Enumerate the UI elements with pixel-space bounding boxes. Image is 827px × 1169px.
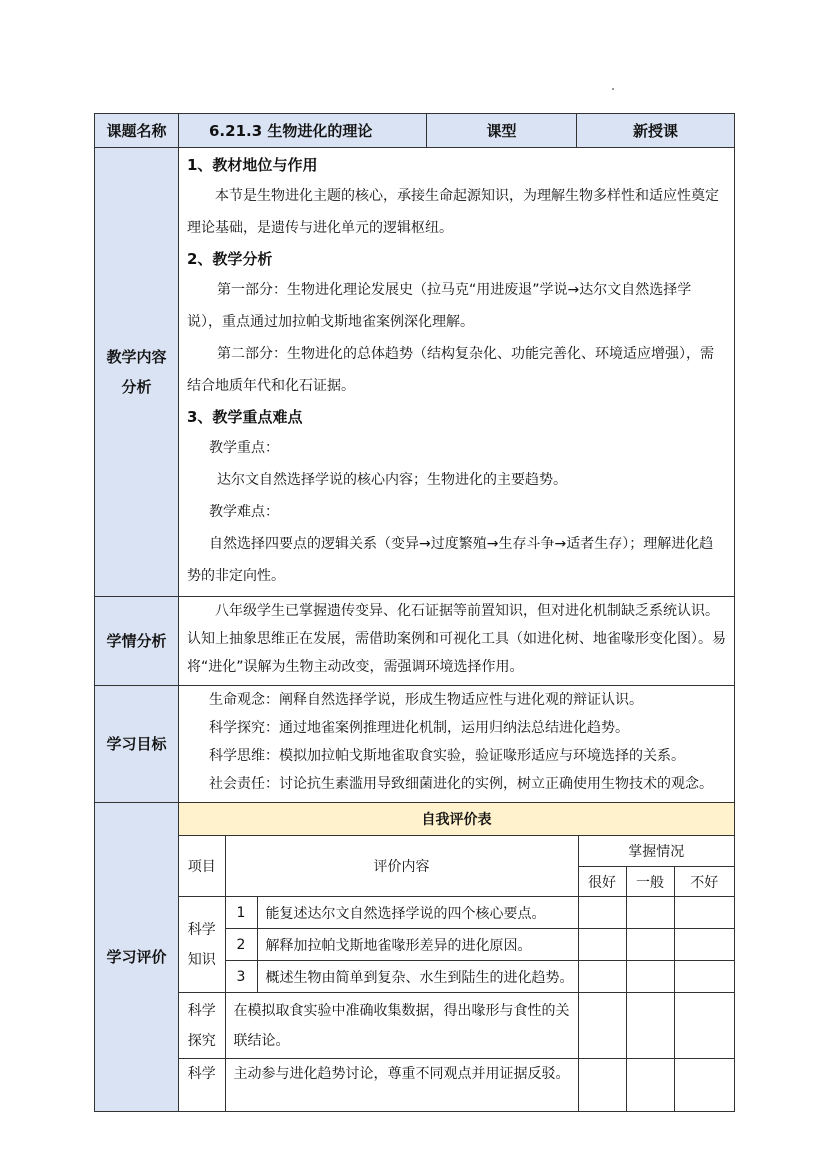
knowledge-item: 解释加拉帕戈斯地雀喙形差异的进化原因。 xyxy=(257,929,578,961)
inquiry-item: 在模拟取食实验中准确收集数据，得出喙形与食性的关联结论。 xyxy=(225,993,578,1059)
objective-item: 科学探究：通过地雀案例推理进化机制，运用归纳法总结进化趋势。 xyxy=(209,720,629,736)
section2-part2: 第二部分：生物进化的总体趋势（结构复杂化、功能完善化、环境适应增强），需结合地质年代和化石证据。 xyxy=(187,346,714,394)
attitude-item: 主动参与进化趋势讨论，尊重不同观点并用证据反驳。 xyxy=(225,1059,578,1111)
col-item-header: 项目 xyxy=(179,836,225,897)
section2-part1: 第一部分：生物进化理论发展史（拉马克“用进废退”学说→达尔文自然选择学说），重点通过加拉帕戈斯地雀案例深化理解。 xyxy=(187,282,692,330)
section2-title: 2、教学分析 xyxy=(187,250,273,268)
level-fair: 一般 xyxy=(626,867,674,897)
rating-cell[interactable] xyxy=(578,929,626,961)
col-mastery-header: 掌握情况 xyxy=(578,836,734,867)
key-points-text: 达尔文自然选择学说的核心内容；生物进化的主要趋势。 xyxy=(217,472,567,488)
objective-item: 科学思维：模拟加拉帕戈斯地雀取食实验，验证喙形适应与环境选择的关系。 xyxy=(209,748,685,764)
rating-cell[interactable] xyxy=(674,929,734,961)
key-points-label: 教学重点： xyxy=(209,440,279,456)
rating-cell[interactable] xyxy=(578,961,626,993)
rating-cell[interactable] xyxy=(674,1059,734,1111)
knowledge-item: 能复述达尔文自然选择学说的四个核心要点。 xyxy=(257,897,578,929)
knowledge-label-text: 科学知识 xyxy=(187,921,216,968)
self-evaluation-title: 自我评价表 xyxy=(179,803,734,836)
learner-analysis-body xyxy=(179,597,735,686)
inquiry-label-text: 科学探究 xyxy=(187,1002,216,1049)
level-very-good: 很好 xyxy=(578,867,626,897)
row-number: 3 xyxy=(225,961,257,993)
knowledge-item: 概述生物由简单到复杂、水生到陆生的进化趋势。 xyxy=(257,961,578,993)
rating-cell[interactable] xyxy=(674,993,734,1059)
course-name: 6.21.3 生物进化的理论 xyxy=(179,114,427,148)
rating-cell[interactable] xyxy=(674,897,734,929)
objective-item: 生命观念：阐释自然选择学说，形成生物适应性与进化观的辩证认识。 xyxy=(209,692,643,708)
difficult-points-text: 自然选择四要点的逻辑关系（变异→过度繁殖→生存斗争→适者生存）；理解进化趋势的非定向性。 xyxy=(187,536,714,584)
rating-cell[interactable] xyxy=(578,897,626,929)
content-analysis-body xyxy=(179,148,735,597)
col-content-header: 评价内容 xyxy=(225,836,578,897)
rating-cell[interactable] xyxy=(578,1059,626,1111)
content-analysis-label-text: 教学内容分析 xyxy=(106,348,167,396)
evaluation-label: 学习评价 xyxy=(95,803,179,1112)
objectives-body xyxy=(179,686,735,803)
content-analysis-label xyxy=(95,148,179,597)
rating-cell[interactable] xyxy=(674,961,734,993)
section1-title: 1、教材地位与作用 xyxy=(187,156,318,174)
self-evaluation-table xyxy=(179,803,734,1111)
lesson-plan-table xyxy=(94,113,735,1112)
rating-cell[interactable] xyxy=(626,897,674,929)
evaluation-body xyxy=(179,803,735,1112)
row-number: 1 xyxy=(225,897,257,929)
course-name-label: 课题名称 xyxy=(95,114,179,148)
course-type-value: 新授课 xyxy=(577,114,735,148)
row-number: 2 xyxy=(225,929,257,961)
rating-cell[interactable] xyxy=(578,993,626,1059)
difficult-points-label: 教学难点： xyxy=(209,504,279,520)
level-poor: 不好 xyxy=(674,867,734,897)
section3-title: 3、教学重点难点 xyxy=(187,408,303,426)
page-mark xyxy=(612,88,614,90)
learner-analysis-text: 八年级学生已掌握遗传变异、化石证据等前置知识，但对进化机制缺乏系统认识。认知上抽象思维正在发展，需借助案例和可视化工具（如进化树、地雀喙形变化图）。易将“进化”误解为生物主动改变，需强调环境选择作用。 xyxy=(187,603,726,675)
rating-cell[interactable] xyxy=(626,961,674,993)
rating-cell[interactable] xyxy=(626,993,674,1059)
attitude-label: 科学 xyxy=(179,1059,225,1111)
learner-analysis-label: 学情分析 xyxy=(95,597,179,686)
section1-text: 本节是生物进化主题的核心，承接生命起源知识，为理解生物多样性和适应性奠定理论基础，是遗传与进化单元的逻辑枢纽。 xyxy=(187,188,719,236)
rating-cell[interactable] xyxy=(626,929,674,961)
inquiry-label xyxy=(179,993,225,1059)
course-type-label: 课型 xyxy=(427,114,577,148)
rating-cell[interactable] xyxy=(626,1059,674,1111)
knowledge-label xyxy=(179,897,225,993)
objectives-label: 学习目标 xyxy=(95,686,179,803)
objective-item: 社会责任：讨论抗生素滥用导致细菌进化的实例，树立正确使用生物技术的观念。 xyxy=(209,776,713,792)
